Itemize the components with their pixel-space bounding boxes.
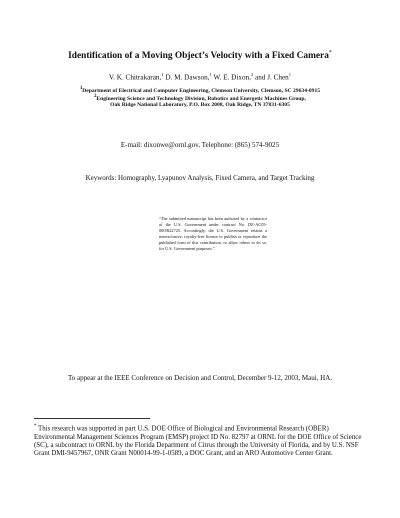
affiliation-text: Oak Ridge National Laboratory, P.O. Box 2008, Oak Ridge, TN 37831-6305 xyxy=(110,102,290,108)
affiliation-mark: 1 xyxy=(79,86,83,91)
affiliation-line xyxy=(0,86,400,94)
affiliation-text: Engineering Science and Technology Division, Robotics and Energetic Machines Group, xyxy=(96,95,306,102)
author-affiliation-mark: 1 xyxy=(288,72,292,77)
author-affiliation-mark: 1 xyxy=(209,72,212,77)
title-footnote-mark: * xyxy=(328,50,332,56)
footnote xyxy=(34,423,367,458)
keywords-line: Keywords: Homography, Lyapunov Analysis, Fixed Camera, and Target Tracking xyxy=(85,174,315,182)
copyright-notice: “The submitted manuscript has been authored by a contractor of the U.S. Government under contract No. DE-AC05-00OR22725. Accordingly, the U.S. Government retains a nonexclusive, royalty-free license to publish or reproduce the published form of this contribution, or allow others to do so, for U.S. Government purposes.” xyxy=(159,216,267,251)
author-name: W. E. Dixon, xyxy=(213,73,251,82)
author-list xyxy=(0,72,400,81)
contact-line: E-mail: dixonwe@ornl.gov, Telephone: (865) 574-9025 xyxy=(120,141,280,149)
affiliation-mark: 2 xyxy=(94,94,97,99)
affiliation-line xyxy=(0,102,400,108)
author-affiliation-mark: 1 xyxy=(161,72,164,77)
author-name: D. M. Dawson, xyxy=(165,73,210,82)
author-name: and J. Chen xyxy=(255,73,289,82)
affiliation-text: Department of Electrical and Computer Engineering, Clemson University, Clemson, SC 29634-0915 xyxy=(82,87,321,94)
footnote-text: This research was supported in part U.S. DOE Office of Biological and Environmental Research (OBER) Environmental Management Sciences Program (EMSP) project ID No. 82797 at ORNL for the DOE Office of Science (SC), a subcontract to ORNL by the Florida Department of Citrus through the University of Florida, and by U.S. NSF Grant DMI-9457967, ONR Grant N00014-99-1-0589, a DOC Grant, and an ARO Automotive Center Grant. xyxy=(34,425,362,457)
paper-title xyxy=(0,50,400,61)
conference-line: To appear at the IEEE Conference on Decision and Control, December 9-12, 2003, Maui, HA. xyxy=(67,374,333,382)
affiliation-line xyxy=(0,94,400,102)
footnote-mark: * xyxy=(34,424,37,429)
footnote-rule xyxy=(34,418,150,419)
title-text: Identification of a Moving Object’s Velocity with a Fixed Camera xyxy=(68,51,329,62)
author-name: V. K. Chitrakaran, xyxy=(108,73,162,82)
author-affiliation-mark: 2 xyxy=(250,72,254,77)
